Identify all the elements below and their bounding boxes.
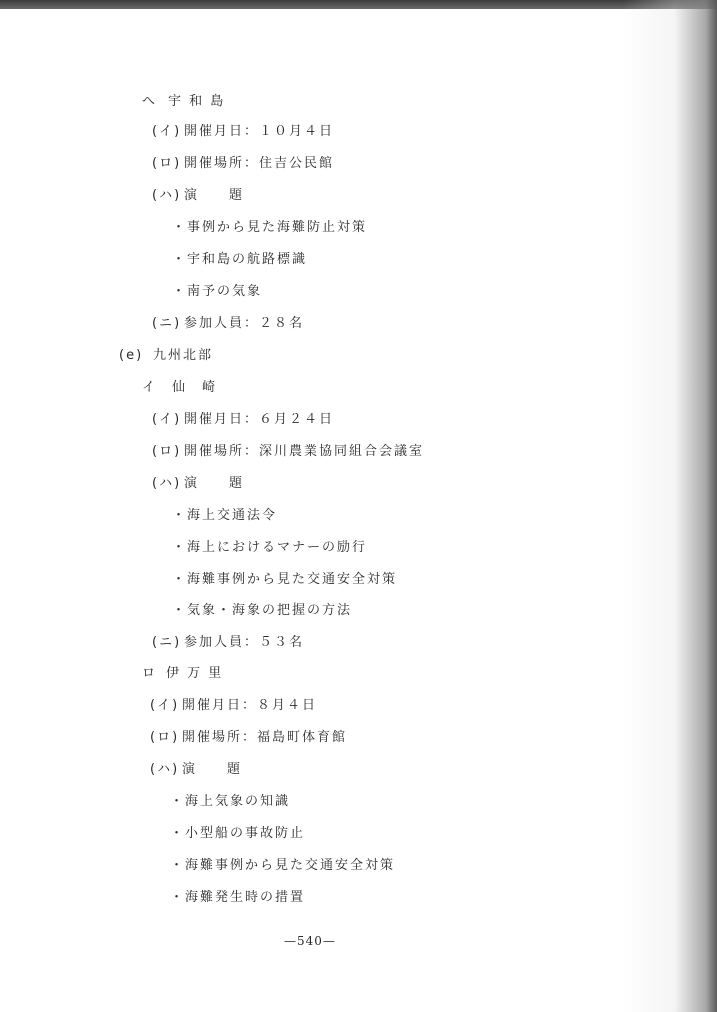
- block-title: 宇 和 島: [168, 94, 226, 109]
- place-text: 開催場所：深川農業協同組合会議室: [184, 444, 425, 459]
- attendance-line: [152, 316, 304, 332]
- place-line: [150, 730, 347, 746]
- topic-item: ・海難事例から見た交通安全対策: [172, 572, 398, 587]
- topics-heading-line: [152, 476, 244, 492]
- section-marker: (e): [119, 348, 144, 363]
- topic-item: ・海上におけるマナーの励行: [172, 540, 368, 555]
- date-line: [152, 412, 334, 428]
- topic-item: ・海難発生時の措置: [170, 890, 306, 905]
- section-heading: [119, 348, 213, 364]
- block-title: 伊 万 里: [166, 666, 224, 681]
- date-line: [150, 698, 317, 714]
- block-heading-senzaki: [142, 380, 217, 396]
- topics-heading: 演 題: [182, 762, 243, 777]
- topic-item: ・南予の気象: [172, 284, 263, 299]
- block-title: 仙 崎: [172, 380, 218, 395]
- item-marker: (ニ): [152, 635, 182, 650]
- topic-item: ・海難事例から見た交通安全対策: [170, 858, 396, 873]
- attendance-text: 参加人員：２８名: [184, 316, 305, 331]
- topics-heading: 演 題: [184, 188, 245, 203]
- topics-heading-line: [152, 188, 244, 204]
- topic-item: ・気象・海象の把握の方法: [172, 603, 353, 618]
- block-heading-uwajima: [142, 94, 225, 110]
- topic-item: ・海上気象の知識: [170, 794, 291, 809]
- topics-heading: 演 題: [184, 476, 245, 491]
- block-heading-imari: [142, 666, 223, 682]
- topic-item: ・事例から見た海難防止対策: [172, 220, 368, 235]
- date-text: 開催月日：１０月４日: [184, 124, 335, 139]
- page-number: —540—: [284, 934, 336, 948]
- date-line: [152, 124, 334, 140]
- item-marker: (ニ): [152, 316, 182, 331]
- date-text: 開催月日：６月２４日: [184, 412, 335, 427]
- place-line: [152, 156, 334, 172]
- item-marker: (ハ): [152, 476, 182, 491]
- item-marker: (ロ): [152, 444, 182, 459]
- block-marker: イ: [142, 380, 158, 395]
- date-text: 開催月日：８月４日: [182, 698, 318, 713]
- item-marker: (イ): [152, 124, 182, 139]
- attendance-text: 参加人員：５３名: [184, 635, 305, 650]
- section-title: 九州北部: [153, 348, 214, 363]
- topic-item: ・小型船の事故防止: [170, 826, 306, 841]
- block-marker: へ: [142, 94, 158, 109]
- item-marker: (イ): [150, 698, 180, 713]
- attendance-line: [152, 635, 304, 651]
- item-marker: (イ): [152, 412, 182, 427]
- topics-heading-line: [150, 762, 242, 778]
- item-marker: (ロ): [152, 156, 182, 171]
- place-text: 開催場所：住吉公民館: [184, 156, 335, 171]
- block-marker: ロ: [142, 666, 158, 681]
- item-marker: (ハ): [152, 188, 182, 203]
- item-marker: (ロ): [150, 730, 180, 745]
- item-marker: (ハ): [150, 762, 180, 777]
- topic-item: ・宇和島の航路標識: [172, 252, 308, 267]
- place-text: 開催場所：福島町体育館: [182, 730, 348, 745]
- place-line: [152, 444, 424, 460]
- topic-item: ・海上交通法令: [172, 508, 278, 523]
